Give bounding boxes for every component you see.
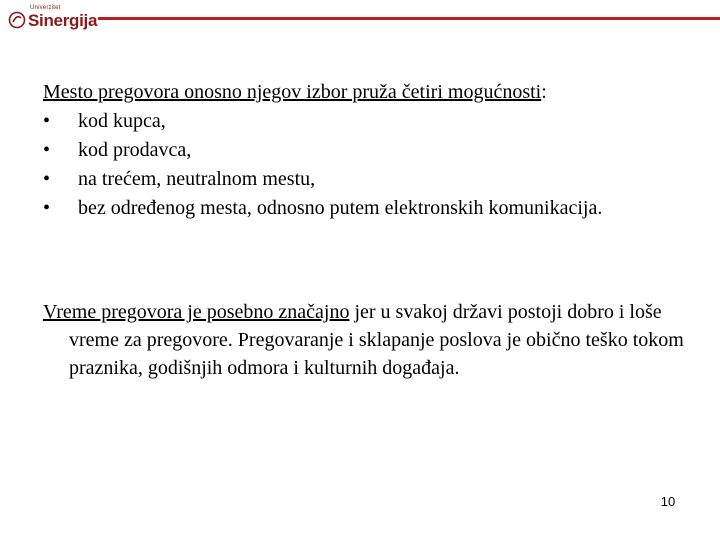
list-item <box>43 136 713 165</box>
list-item-text: bez određenog mesta, odnosno putem elektronskih komunikacija. <box>78 197 603 219</box>
location-intro <box>43 78 713 107</box>
timing-rest: jer u svakoj državi postoji dobro i loše vreme za pregovore. Pregovaranje i sklapanje poslova je obično teško tokom praznika, godišnjih odmora i kulturnih događaja. <box>69 301 684 379</box>
list-item-text: kod kupca, <box>78 110 166 132</box>
section-timing <box>43 298 713 382</box>
university-logo <box>8 5 98 33</box>
location-intro-colon: : <box>541 81 547 103</box>
logo-emblem-icon <box>8 11 26 29</box>
slide-header <box>0 0 720 40</box>
page-number: 10 <box>660 494 676 509</box>
list-item-text: na trećem, neutralnom mestu, <box>78 168 316 190</box>
bullet: • <box>43 139 51 161</box>
logo-small-text: Univerzitet <box>30 5 61 11</box>
header-rule <box>98 17 720 20</box>
location-intro-text: Mesto pregovora onosno njegov izbor pruža četiri mogućnosti <box>43 81 542 103</box>
bullet: • <box>43 168 51 190</box>
bullet: • <box>43 110 51 132</box>
location-options-list <box>43 107 713 223</box>
list-item <box>43 107 713 136</box>
bullet: • <box>43 197 51 219</box>
list-item-text: kod prodavca, <box>78 139 192 161</box>
timing-lead: Vreme pregovora je posebno značajno <box>43 301 350 323</box>
logo-main-text: Sinergija <box>28 11 98 30</box>
list-item <box>43 165 713 194</box>
list-item <box>43 194 713 223</box>
section-location <box>43 78 713 223</box>
